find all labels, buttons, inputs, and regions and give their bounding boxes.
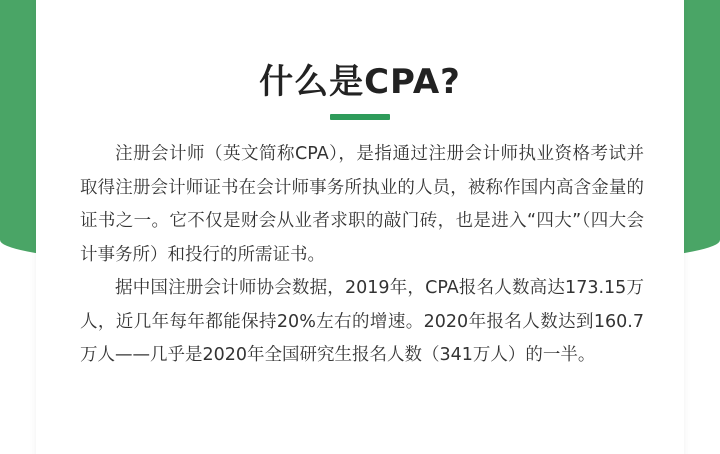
paragraph-cpa-statistics: 据中国注册会计师协会数据，2019年，CPA报名人数高达173.15万人，近几年每年都能保持20%左右的增速。2020年报名人数达到160.7万人——几乎是2020年全国研究生报名人数（341万人）的一半。 <box>80 278 644 365</box>
article-body <box>80 138 644 373</box>
article-title: 什么是CPA? <box>259 62 461 102</box>
title-accent-bar <box>330 114 390 120</box>
paragraph-cpa-definition: 注册会计师（英文简称CPA），是指通过注册会计师执业资格考试并取得注册会计师证书在会计师事务所执业的人员，被称作国内高含金量的证书之一。它不仅是财会从业者求职的敲门砖，也是进入“四大”（四大会计事务所）和投行的所需证书。 <box>80 144 644 265</box>
